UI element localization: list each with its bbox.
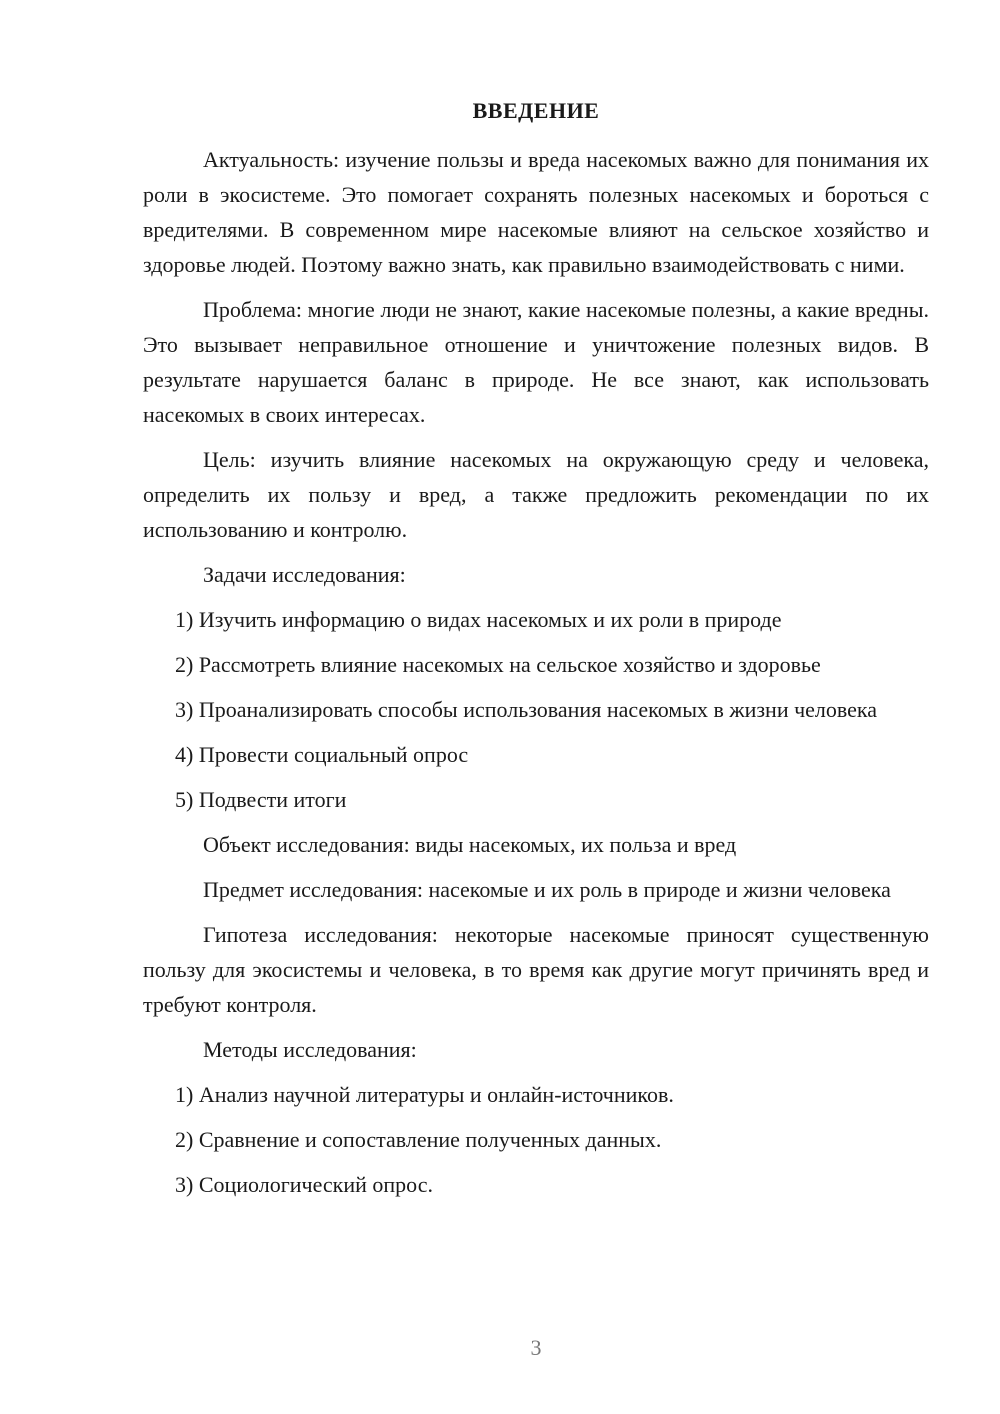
methods-title: Методы исследования: <box>203 1037 417 1062</box>
page-number: 3 <box>530 1335 542 1360</box>
relevance-paragraph: Актуальность: изучение пользы и вреда насекомых важно для понимания их роли в экосистеме. Это помогает сохранять полезных насекомых и бороться с вредителями. В современном мире насекомые влияют на сельское хозяйство и здоровье людей. Поэтому важно знать, как правильно взаимодействовать с ними. <box>143 147 929 277</box>
task-item: 1) Изучить информацию о видах насекомых и их роли в природе <box>175 607 782 632</box>
method-item: 3) Социологический опрос. <box>175 1172 433 1197</box>
task-item: 3) Проанализировать способы использования насекомых в жизни человека <box>175 697 878 722</box>
task-item: 5) Подвести итоги <box>175 787 347 812</box>
goal-paragraph: Цель: изучить влияние насекомых на окружающую среду и человека, определить их пользу и вред, а также предложить рекомендации по их использованию и контролю. <box>143 447 929 542</box>
problem-paragraph: Проблема: многие люди не знают, какие насекомые полезны, а какие вредны. Это вызывает неправильное отношение и уничтожение полезных видов. В результате нарушается баланс в природе. Не все знают, как использовать насекомых в своих интересах. <box>143 297 929 427</box>
hypothesis-paragraph: Гипотеза исследования: некоторые насекомые приносят существенную пользу для экосистемы и человека, в то время как другие могут причинять вред и требуют контроля. <box>143 922 929 1017</box>
subject-paragraph: Предмет исследования: насекомые и их роль в природе и жизни человека <box>203 877 891 902</box>
task-item: 2) Рассмотреть влияние насекомых на сельское хозяйство и здоровье <box>175 652 821 677</box>
object-paragraph: Объект исследования: виды насекомых, их польза и вред <box>203 832 737 857</box>
method-item: 2) Сравнение и сопоставление полученных данных. <box>175 1127 662 1152</box>
document-page <box>143 0 929 1414</box>
method-item: 1) Анализ научной литературы и онлайн-источников. <box>175 1082 674 1107</box>
section-heading: ВВЕДЕНИЕ <box>472 98 600 123</box>
page-content <box>143 142 929 1202</box>
tasks-title: Задачи исследования: <box>203 562 406 587</box>
task-item: 4) Провести социальный опрос <box>175 742 469 767</box>
